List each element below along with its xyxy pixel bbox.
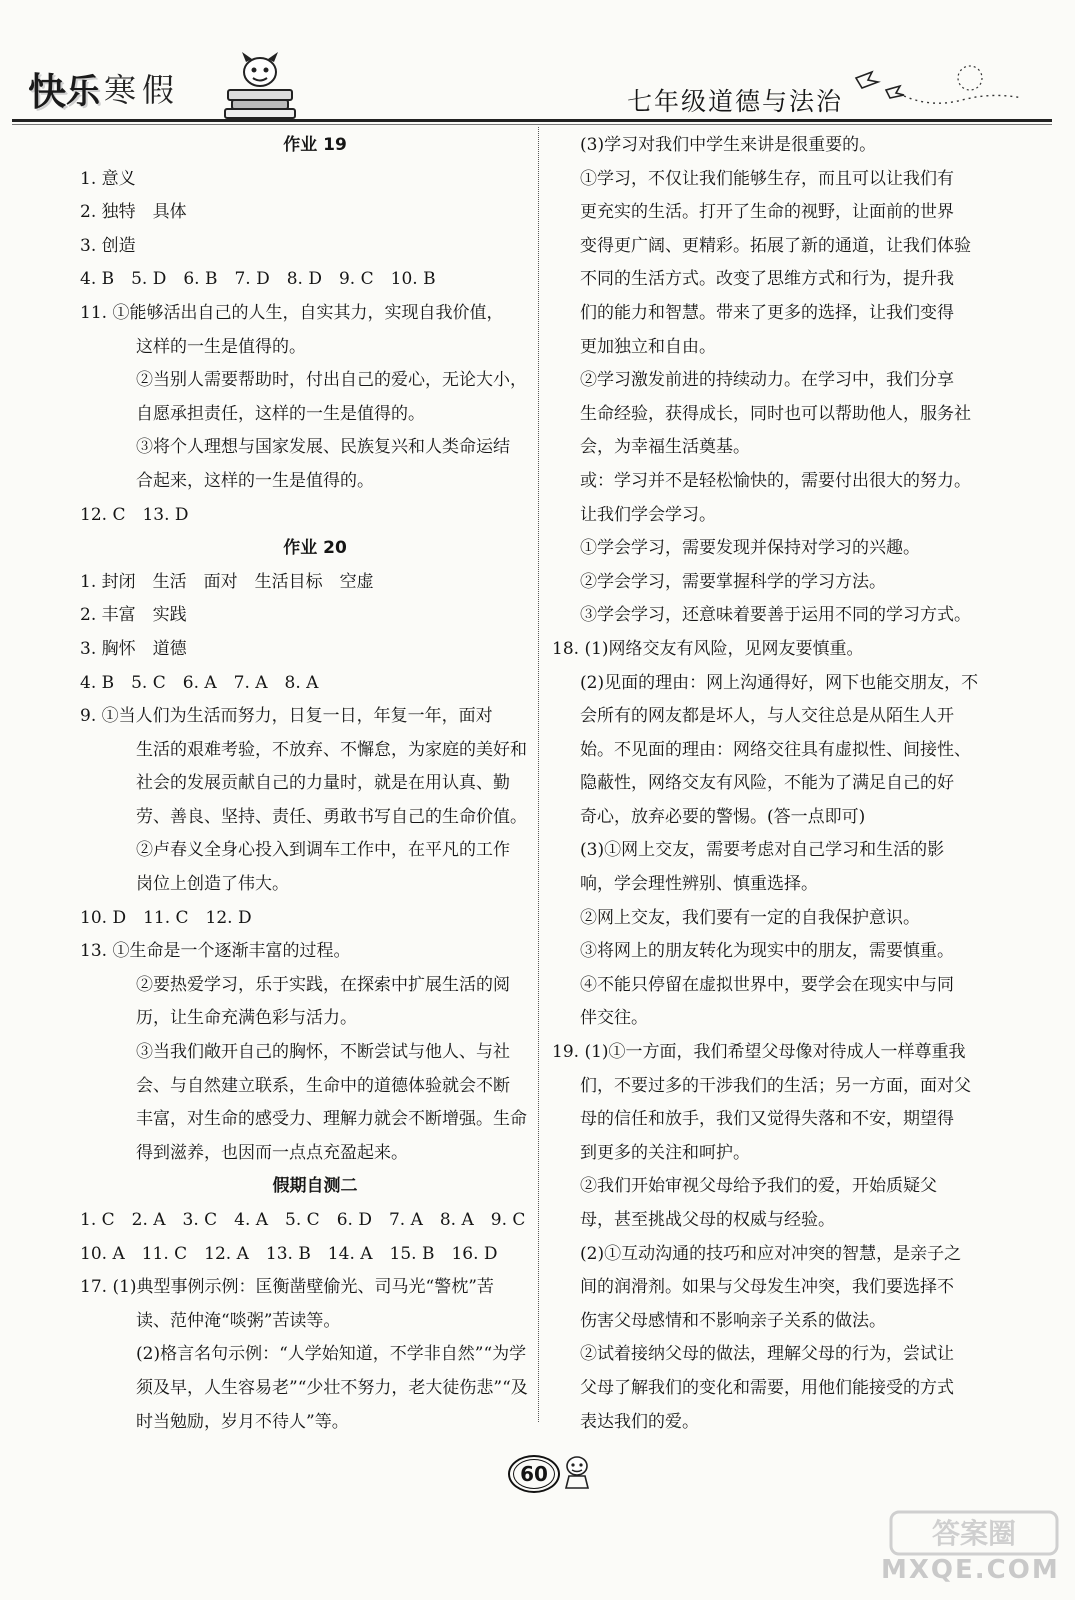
answer-item: 18. (1)网络交友有风险，见网友要慎重。 [552, 638, 864, 659]
answer-text-line: ①学习，不仅让我们能够生存，而且可以让我们有 [580, 168, 954, 189]
answer-text-line: 变得更广阔、更精彩。拓展了新的通道，让我们体验 [580, 235, 971, 256]
answer-item: 10. D 11. C 12. D [80, 907, 252, 928]
answer-text-line: 更加独立和自由。 [580, 336, 716, 357]
answer-text-line: 得到滋养，也因而一点点充盈起来。 [136, 1142, 408, 1163]
answer-text-line: (2)见面的理由：网上沟通得好，网下也能交朋友，不 [580, 672, 979, 693]
answer-item: 17. (1)典型事例示例：匡衡凿壁偷光、司马光“警枕”苦 [80, 1277, 494, 1298]
answer-text-line: ②卢春义全身心投入到调车工作中，在平凡的工作 [136, 840, 510, 861]
answer-text-line: 会、与自然建立联系，生命中的道德体验就会不断 [136, 1075, 510, 1096]
answer-text-line: 生命经验，获得成长，同时也可以帮助他人，服务社 [580, 403, 971, 424]
answer-text-line: ③将网上的朋友转化为现实中的朋友，需要慎重。 [580, 941, 954, 962]
answer-text-line: 自愿承担责任，这样的一生是值得的。 [136, 403, 425, 424]
watermark-badge-icon [889, 1510, 1059, 1556]
answer-text-line: 母的信任和放手，我们又觉得失落和不安，期望得 [580, 1109, 954, 1130]
answer-text-line: 时当勉励，岁月不待人”等。 [136, 1411, 349, 1432]
answer-item: 2. 独特 具体 [80, 202, 187, 223]
answer-text-line: 父母了解我们的变化和需要，用他们能接受的方式 [580, 1377, 954, 1398]
right-column [552, 129, 1007, 1439]
logo-char: 快 [28, 69, 65, 114]
header-rule-thin [12, 124, 1052, 125]
answer-text-line: (2)格言名句示例：“人学始知道，不学非自然”“为学 [136, 1344, 527, 1365]
subject-title: 七年级道德与法治 [626, 87, 843, 116]
answer-text-line: 不同的生活方式。改变了思维方式和行为，提升我 [580, 269, 954, 290]
answer-text-line: 会，为幸福生活奠基。 [580, 437, 750, 458]
answer-item: 2. 丰富 实践 [80, 605, 187, 626]
answer-text-line: 间的润滑剂。如果与父母发生冲突，我们要选择不 [580, 1277, 954, 1298]
watermark [881, 1510, 1061, 1600]
answer-item: 3. 胸怀 道德 [80, 638, 187, 659]
answer-text-line: 到更多的关注和呵护。 [580, 1142, 750, 1163]
answer-text-line: 们，不要过多的干涉我们的生活；另一方面，面对父 [580, 1075, 971, 1096]
answer-text-line: 表达我们的爱。 [580, 1411, 699, 1432]
logo-char: 寒 [104, 71, 137, 109]
answer-text-line: ②当别人需要帮助时，付出自己的爱心，无论大小， [136, 370, 527, 391]
answer-text-line: 历，让生命充满色彩与活力。 [136, 1008, 357, 1029]
logo-char: 乐 [66, 71, 99, 112]
answer-text-line: ④不能只停留在虚拟世界中，要学会在现实中与同 [580, 974, 954, 995]
footer-mascot-icon [560, 1452, 594, 1492]
bird-decoration-icon [852, 60, 1027, 115]
answer-text-line: ②要热爱学习，乐于实践，在探索中扩展生活的阅 [136, 974, 510, 995]
answer-text-line: 伤害父母感情和不影响亲子关系的做法。 [580, 1310, 886, 1331]
page-header [0, 0, 1075, 125]
answer-text-line: (3)①网上交友，需要考虑对自己学习和生活的影 [580, 840, 945, 861]
logo-char: 假 [142, 71, 175, 109]
answer-text-line: ③当我们敞开自己的胸怀，不断尝试与他人、与社 [136, 1042, 510, 1063]
answer-text-line: 岗位上创造了伟大。 [136, 874, 289, 895]
page-number: 60 [508, 1455, 560, 1493]
answer-text-line: 更充实的生活。打开了生命的视野，让面前的世界 [580, 202, 954, 223]
answer-text-line: 读、范仲淹“啖粥”苦读等。 [136, 1310, 341, 1331]
answer-text-line: 生活的艰难考验，不放弃、不懈怠，为家庭的美好和 [136, 739, 527, 760]
answer-text-line: ③学会学习，还意味着要善于运用不同的学习方式。 [580, 605, 971, 626]
answer-text-line: 伴交往。 [580, 1008, 648, 1029]
answer-item: 4. B 5. C 6. A 7. A 8. A [80, 672, 319, 693]
answer-item: 12. C 13. D [80, 504, 189, 525]
answer-text-line: 响，学会理性辨别、慎重选择。 [580, 874, 818, 895]
cartoon-mascot-icon [220, 50, 300, 120]
answer-text-line: 始。不见面的理由：网络交往具有虚拟性、间接性、 [580, 739, 971, 760]
answer-text-line: ③将个人理想与国家发展、民族复兴和人类命运结 [136, 437, 510, 458]
answer-text-line: 会所有的网友都是坏人，与人交往总是从陌生人开 [580, 706, 954, 727]
answer-text-line: ②学习激发前进的持续动力。在学习中，我们分享 [580, 370, 954, 391]
watermark-badge-text: 答案圈 [931, 1517, 1017, 1550]
answer-text-line: ①学会学习，需要发现并保持对学习的兴趣。 [580, 538, 920, 559]
section-heading: 作业 20 [283, 538, 347, 559]
answer-text-line: 须及早，人生容易老”“少壮不努力，老大徒伤悲”“及 [136, 1377, 528, 1398]
answer-item: 13. ①生命是一个逐渐丰富的过程。 [80, 941, 351, 962]
answer-text-line: ②学会学习，需要掌握科学的学习方法。 [580, 571, 886, 592]
answer-text-line: 丰富，对生命的感受力、理解力就会不断增强。生命 [136, 1109, 527, 1130]
answer-item: 9. ①当人们为生活而努力，日复一日，年复一年，面对 [80, 706, 493, 727]
answer-text-line: 隐蔽性，网络交友有风险，不能为了满足自己的好 [580, 773, 954, 794]
answer-text-line: 社会的发展贡献自己的力量时，就是在用认真、勤 [136, 773, 510, 794]
watermark-text: MXQE.COM [881, 1555, 1060, 1585]
answer-item: 3. 创造 [80, 235, 136, 256]
left-column [80, 129, 550, 1439]
page-footer [0, 1430, 1075, 1600]
answer-text-line: (3)学习对我们中学生来讲是很重要的。 [580, 135, 877, 155]
answer-text-line: 们的能力和智慧。带来了更多的选择，让我们变得 [580, 302, 954, 323]
answer-text-line: 母，甚至挑战父母的权威与经验。 [580, 1210, 835, 1230]
answer-text-line: ②网上交友，我们要有一定的自我保护意识。 [580, 907, 920, 928]
answer-text-line: 合起来，这样的一生是值得的。 [136, 470, 374, 491]
answer-item: 4. B 5. D 6. B 7. D 8. D 9. C 10. B [80, 269, 436, 290]
answer-text-line: 让我们学会学习。 [580, 504, 716, 525]
answer-text-line: ②试着接纳父母的做法，理解父母的行为，尝试让 [580, 1344, 954, 1365]
section-heading: 作业 19 [283, 135, 347, 155]
answer-text-line: ②我们开始审视父母给予我们的爱，开始质疑父 [580, 1176, 937, 1197]
answer-text-line: (2)①互动沟通的技巧和应对冲突的智慧，是亲子之 [580, 1243, 962, 1264]
answer-item: 19. (1)①一方面，我们希望父母像对待成人一样尊重我 [552, 1042, 966, 1063]
answer-item: 1. C 2. A 3. C 4. A 5. C 6. D 7. A 8. A 9. C [80, 1210, 526, 1230]
book-logo [28, 60, 174, 116]
section-heading: 假期自测二 [272, 1176, 358, 1197]
answer-text-line: 劳、善良、坚持、责任、勇敢书写自己的生命价值。 [136, 806, 527, 827]
header-rule [12, 119, 1052, 122]
answer-item: 1. 意义 [80, 168, 136, 189]
answer-text-line: 这样的一生是值得的。 [136, 336, 306, 357]
answer-item: 10. A 11. C 12. A 13. B 14. A 15. B 16. D [80, 1243, 498, 1264]
answer-item: 11. ①能够活出自己的人生，自实其力，实现自我价值， [80, 302, 504, 323]
answer-text-line: 或：学习并不是轻松愉快的，需要付出很大的努力。 [580, 470, 971, 491]
answer-item: 1. 封闭 生活 面对 生活目标 空虚 [80, 571, 374, 592]
answer-text-line: 奇心，放弃必要的警惕。(答一点即可) [580, 806, 866, 827]
